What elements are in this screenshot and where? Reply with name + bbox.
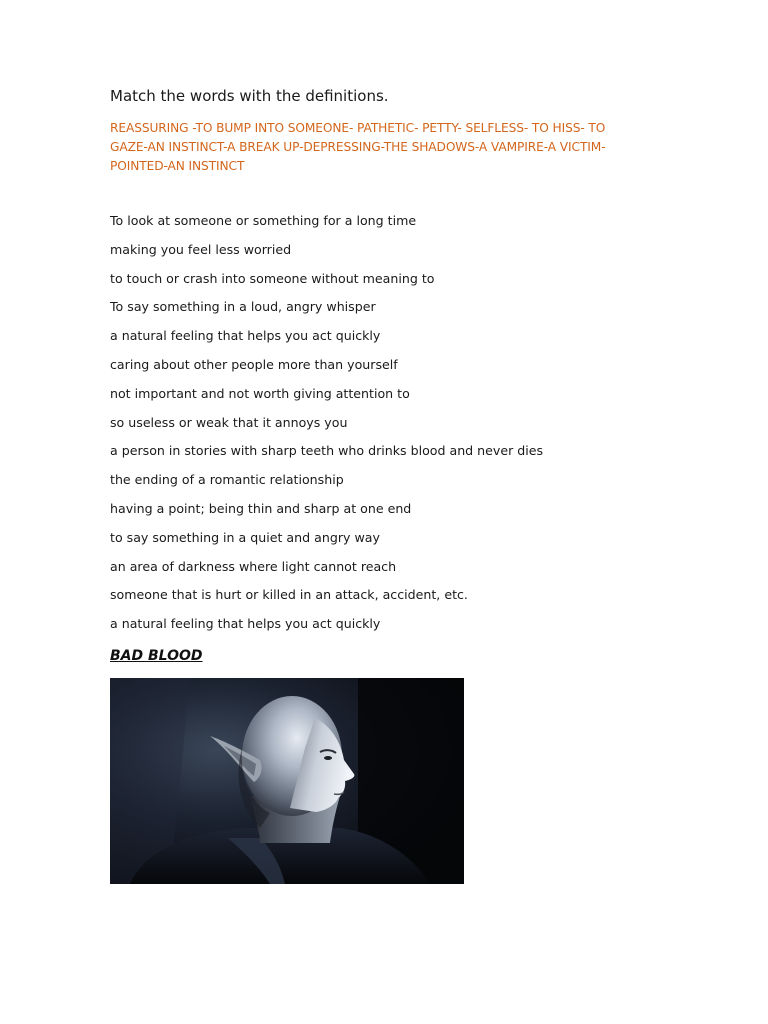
definition-item: the ending of a romantic relationship <box>110 472 344 488</box>
definition-item: making you feel less worried <box>110 241 292 257</box>
definition-item: a natural feeling that helps you act quickly <box>110 616 381 632</box>
definition-item: to say something in a quiet and angry way <box>110 529 380 545</box>
definition-item: not important and not worth giving attention to <box>110 385 410 401</box>
definition-item: caring about other people more than yourself <box>110 356 398 372</box>
definition-item: to touch or crash into someone without meaning to <box>110 270 435 286</box>
definition-item: a natural feeling that helps you act quickly <box>110 328 381 344</box>
definitions-list <box>110 211 543 643</box>
definition-item: an area of darkness where light cannot reach <box>110 558 397 574</box>
word-bank-line: REASSURING -TO BUMP INTO SOMEONE- PATHETIC- PETTY- SELFLESS- TO HISS- TO <box>110 121 606 135</box>
definition-item: so useless or weak that it annoys you <box>110 414 348 430</box>
vampire-portrait-illustration <box>110 678 464 884</box>
vampire-photo <box>110 678 464 884</box>
story-title: BAD BLOOD <box>110 648 203 664</box>
word-bank <box>110 119 650 176</box>
definition-item: To look at someone or something for a long time <box>110 213 417 228</box>
definition-item: having a point; being thin and sharp at one end <box>110 500 412 516</box>
word-bank-line: POINTED-AN INSTINCT <box>110 159 245 173</box>
exercise-instruction: Match the words with the definitions. <box>110 87 389 105</box>
definition-item: someone that is hurt or killed in an attack, accident, etc. <box>110 587 468 603</box>
definition-item: a person in stories with sharp teeth who drinks blood and never dies <box>110 443 544 459</box>
definition-item: To say something in a loud, angry whisper <box>110 299 376 315</box>
word-bank-line: GAZE-AN INSTINCT-A BREAK UP-DEPRESSING-THE SHADOWS-A VAMPIRE-A VICTIM- <box>110 140 606 154</box>
